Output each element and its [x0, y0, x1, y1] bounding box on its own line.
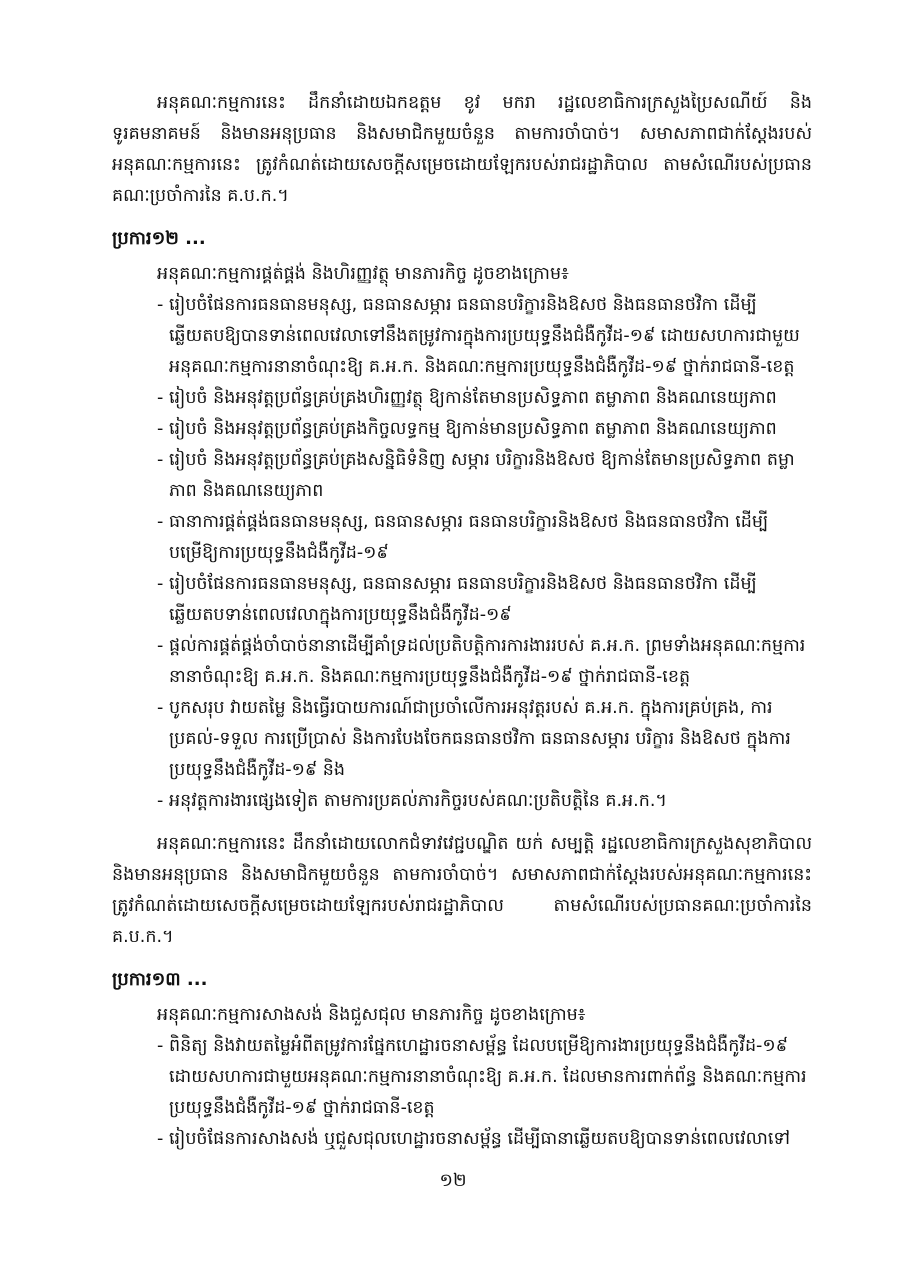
bullet-dash: -	[157, 636, 164, 656]
list-item-text: រៀបចំ និងអនុវត្តប្រព័ន្ធគ្រប់គ្រងហិរញ្ញវត្ថុ ឱ្យកាន់តែមានប្រសិទ្ធភាព តម្លាភាព និងគណនេយ្យភាព	[169, 388, 777, 408]
list-item	[157, 290, 812, 383]
article-13-duties-list	[112, 1031, 812, 1155]
list-item-text: អនុវត្តការងារផ្សេងទៀត តាមការប្រគល់ភារកិច្ចរបស់គណៈប្រតិបត្តិនៃ គ.អ.ក.។	[169, 791, 667, 811]
list-item	[157, 569, 812, 631]
article-12-intro: អនុគណៈកម្មការផ្គត់ផ្គង់ និងហិរញ្ញវត្ថុ មានភារកិច្ច ដូចខាងក្រោម៖	[157, 264, 569, 284]
bullet-dash: -	[157, 419, 164, 439]
article-13-heading: ប្រការ១៣ ...	[112, 969, 208, 990]
page-content	[112, 88, 812, 1155]
bullet-dash: -	[157, 698, 164, 718]
bullet-dash: -	[157, 1129, 164, 1149]
article-13-intro: អនុគណៈកម្មការសាងសង់ និងជួសជុល មានភារកិច្ច ដូចខាងក្រោម៖	[157, 1005, 586, 1025]
list-item	[157, 507, 812, 569]
list-item-text: បូកសរុប វាយតម្លៃ និងធ្វើរបាយការណ៍ជាប្រចាំលើការអនុវត្តរបស់ គ.អ.ក. ក្នុងការគ្រប់គ្រង, ការប្រគល់-ទទួល ការប្រើប្រាស់ និងការបែងចែកធនធានថវិកា ធនធានសម្ភារ បរិក្ខារ និងឱសថ ក្នុងការប្រយុទ្ធនឹងជំងឺកូវីដ-១៩ និង	[169, 698, 791, 780]
list-item-text: រៀបចំផែនការធនធានមនុស្ស, ធនធានសម្ភារ ធនធានបរិក្ខារនិងឱសថ និងធនធានថវិកា ដើម្បីឆ្លើយតបទាន់ពេលវេលាក្នុងការប្រយុទ្ធនឹងជំងឺកូវីដ-១៩	[169, 574, 757, 625]
bullet-dash: -	[157, 1036, 164, 1056]
list-item-text: ពិនិត្យ និងវាយតម្លៃអំពីតម្រូវការផ្នែកហេដ្ឋារចនាសម្ព័ន្ធ ដែលបម្រើឱ្យការងារប្រយុទ្ធនឹងជំងឺកូវីដ-១៩ ដោយសហការជាមួយអនុគណៈកម្មការនានាចំណុះឱ្យ គ.អ.ក. ដែលមានការពាក់ព័ន្ធ និងគណៈកម្មការប្រយុទ្ធនឹងជំងឺកូវីដ-១៩ ថ្នាក់រាជធានី-ខេត្ត	[169, 1036, 807, 1118]
list-item	[157, 414, 812, 445]
bullet-dash: -	[157, 574, 164, 594]
list-item-text: ធានាការផ្គត់ផ្គង់ធនធានមនុស្ស, ធនធានសម្ភារ ធនធានបរិក្ខារនិងឱសថ និងធនធានថវិកា ដើម្បីបម្រើឱ្យការប្រយុទ្ធនឹងជំងឺកូវីដ-១៩	[169, 512, 769, 563]
list-item-text: រៀបចំ និងអនុវត្តប្រព័ន្ធគ្រប់គ្រងសន្និធិទំនិញ សម្ភារ បរិក្ខារនិងឱសថ ឱ្យកាន់តែមានប្រសិទ្ធភាព តម្លាភាព និងគណនេយ្យភាព	[169, 450, 795, 501]
list-item	[157, 693, 812, 786]
list-item	[157, 383, 812, 414]
article-12-heading: ប្រការ១២ ...	[112, 228, 206, 249]
paragraph-subcommittee-leadership: អនុគណៈកម្មការនេះ ដឹកនាំដោយលោកជំទាវវេជ្ជបណ្ឌិត យក់ សម្បត្តិ រដ្ឋលេខាធិការក្រសួងសុខាភិបាល និងមានអនុប្រធាន និងសមាជិកមួយចំនួន តាមការចាំបាច់។ សមាសភាពជាក់ស្តែងរបស់អនុគណៈកម្មការនេះ ត្រូវកំណត់ដោយសេចក្តីសម្រេចដោយឡែករបស់រាជរដ្ឋាភិបាល តាមសំណើរបស់ប្រធានគណៈប្រចាំការនៃ គ.ប.ក.។	[112, 834, 812, 947]
list-item	[157, 1124, 812, 1155]
bullet-dash: -	[157, 791, 164, 811]
list-item	[157, 1031, 812, 1124]
list-item	[157, 631, 812, 693]
list-item-text: រៀបចំផែនការធនធានមនុស្ស, ធនធានសម្ភារ ធនធានបរិក្ខារនិងឱសថ និងធនធានថវិកា ដើម្បីឆ្លើយតបឱ្យបានទាន់ពេលវេលាទៅនឹងតម្រូវការក្នុងការប្រយុទ្ធនឹងជំងឺកូវីដ-១៩ ដោយសហការជាមួយអនុគណៈកម្មការនានាចំណុះឱ្យ គ.អ.ក. និងគណៈកម្មការប្រយុទ្ធនឹងជំងឺកូវីដ-១៩ ថ្នាក់រាជធានី-ខេត្ត	[169, 295, 800, 377]
bullet-dash: -	[157, 450, 164, 470]
paragraph-subcommittee-intro: អនុគណៈកម្មការនេះ ដឹកនាំដោយឯកឧត្តម ខូវ មករា រដ្ឋលេខាធិការក្រសួងប្រៃសណីយ៍ និងទូរគមនាគមន៍ និងមានអនុប្រធាន និងសមាជិកមួយចំនួន តាមការចាំបាច់។ សមាសភាពជាក់ស្តែងរបស់អនុគណៈកម្មការនេះ ត្រូវកំណត់ដោយសេចក្តីសម្រេចដោយឡែករបស់រាជរដ្ឋាភិបាល តាមសំណើរបស់ប្រធានគណៈប្រចាំការនៃ គ.ប.ក.។	[112, 93, 812, 206]
bullet-dash: -	[157, 388, 164, 408]
list-item-text: ផ្តល់ការផ្គត់ផ្គង់ចាំបាច់នានាដើម្បីគាំទ្រដល់ប្រតិបត្តិការការងាររបស់ គ.អ.ក. ព្រមទាំងអនុគណៈកម្មការនានាចំណុះឱ្យ គ.អ.ក. និងគណៈកម្មការប្រយុទ្ធនឹងជំងឺកូវីដ-១៩ ថ្នាក់រាជធានី-ខេត្ត	[169, 636, 806, 687]
page-number: ១២	[439, 1170, 467, 1191]
list-item	[157, 445, 812, 507]
list-item-text: រៀបចំ និងអនុវត្តប្រព័ន្ធគ្រប់គ្រងកិច្ចលទ្ធកម្ម ឱ្យកាន់មានប្រសិទ្ធភាព តម្លាភាព និងគណនេយ្យភាព	[169, 419, 777, 439]
bullet-dash: -	[157, 512, 164, 532]
article-12-duties-list	[112, 290, 812, 817]
list-item	[157, 786, 812, 817]
list-item-text: រៀបចំផែនការសាងសង់ ឬជួសជុលហេដ្ឋារចនាសម្ព័ន្ធ ដើម្បីធានាឆ្លើយតបឱ្យបានទាន់ពេលវេលាទៅ	[169, 1129, 791, 1149]
bullet-dash: -	[157, 295, 164, 315]
